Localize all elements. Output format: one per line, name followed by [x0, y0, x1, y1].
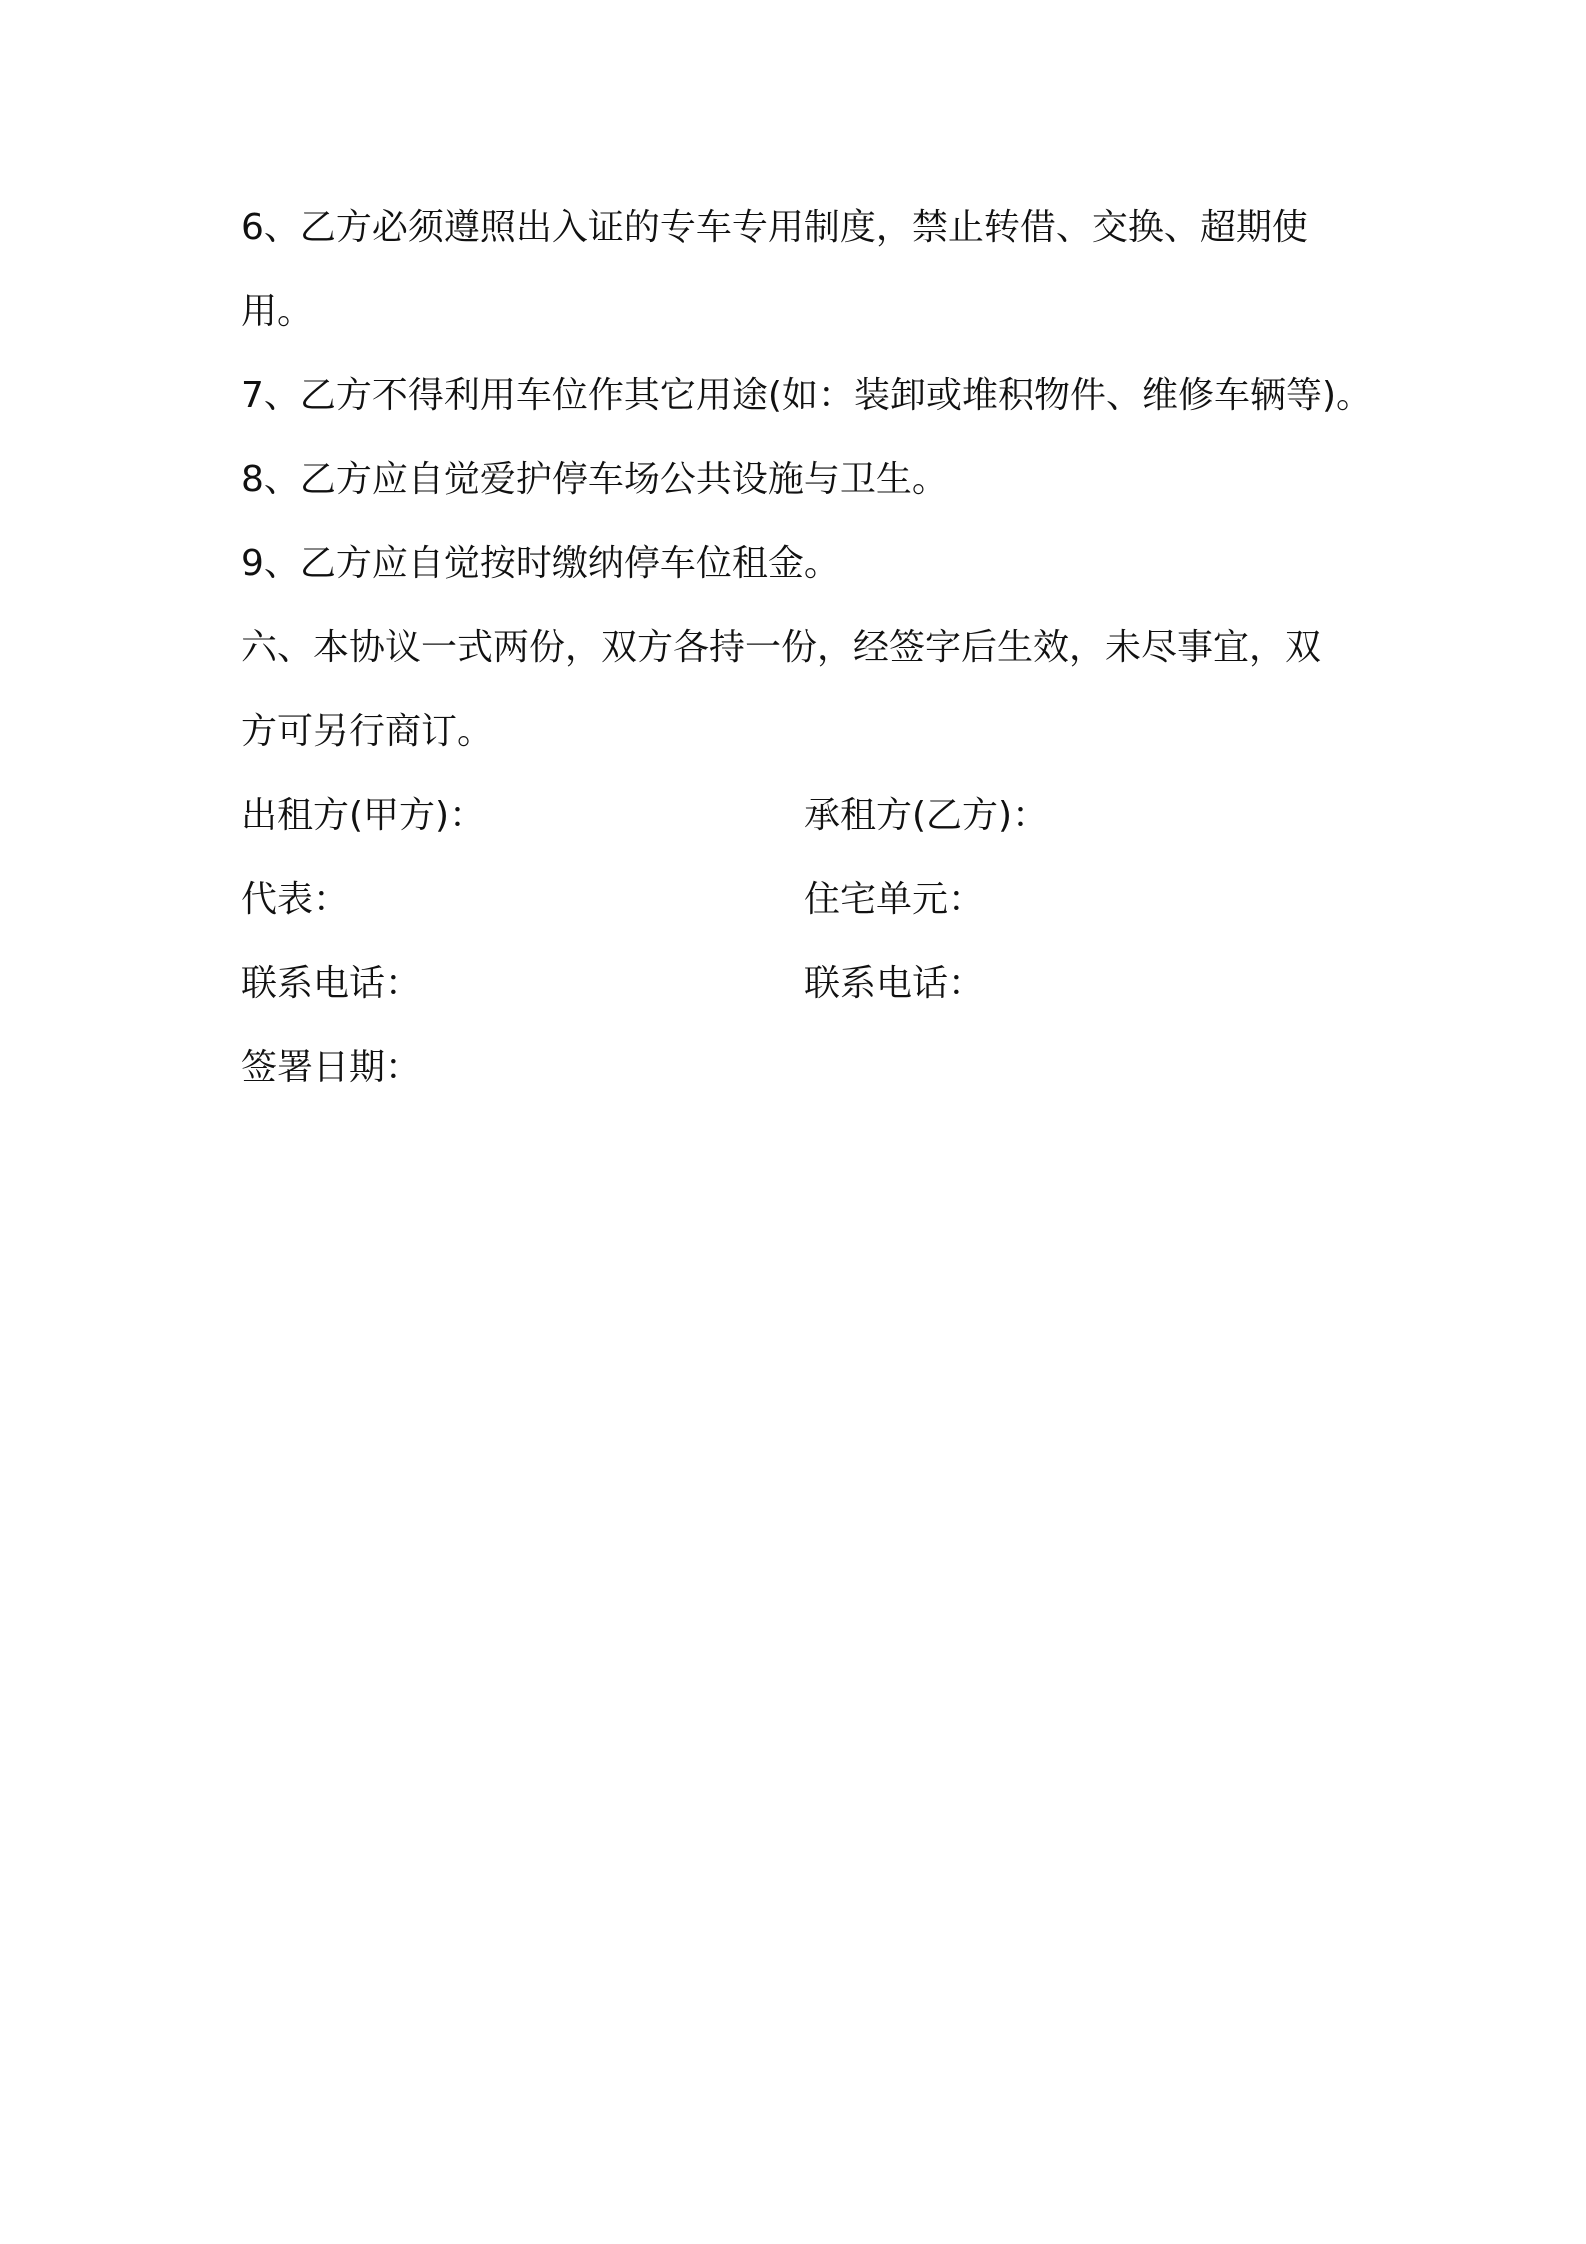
section-6-line-2: 方可另行商订。 — [241, 711, 494, 752]
clause-6-line-1: 6、乙方必须遵照出入证的专车专用制度，禁止转借、交换、超期使 — [241, 207, 1308, 248]
representative-label: 代表： — [241, 879, 350, 920]
section-6-line-1: 六、本协议一式两份，双方各持一份，经签字后生效，未尽事宜，双 — [241, 627, 1322, 668]
clause-7: 7、乙方不得利用车位作其它用途(如：装卸或堆积物件、维修车辆等)。 — [241, 375, 1372, 416]
lessee-phone-label: 联系电话： — [804, 963, 985, 1004]
clause-6-line-2: 用。 — [241, 291, 314, 332]
signing-date-label: 签署日期： — [241, 1047, 422, 1088]
lessor-label: 出租方(甲方)： — [241, 795, 486, 836]
residence-unit-label: 住宅单元： — [804, 879, 985, 920]
clause-8: 8、乙方应自觉爱护停车场公共设施与卫生。 — [241, 459, 948, 500]
lessee-label: 承租方(乙方)： — [804, 795, 1049, 836]
clause-9: 9、乙方应自觉按时缴纳停车位租金。 — [241, 543, 840, 584]
lessor-phone-label: 联系电话： — [241, 963, 422, 1004]
